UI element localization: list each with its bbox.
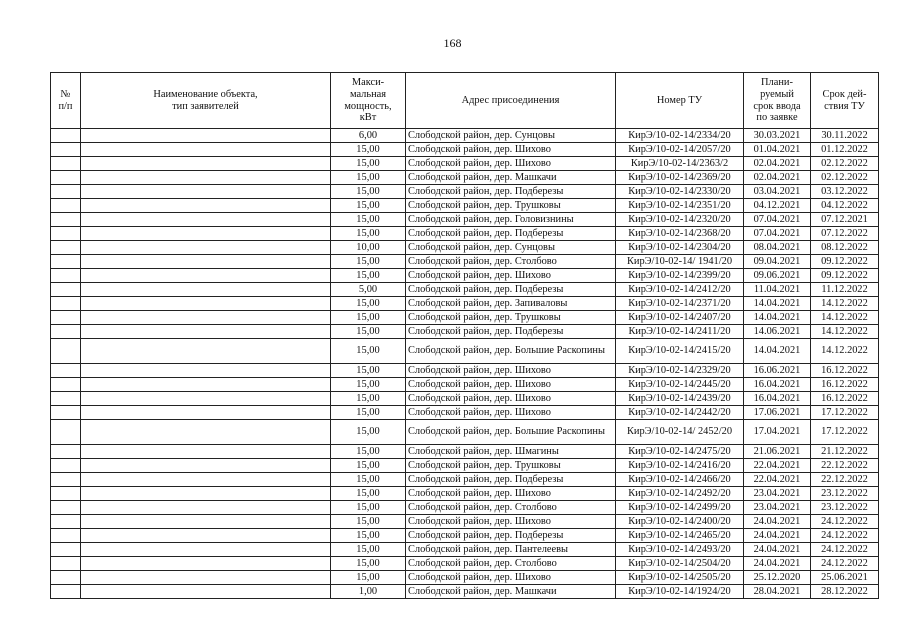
tu-number-cell: КирЭ/10-02-14/ 2452/20 [616, 420, 744, 445]
capacity-cell: 15,00 [331, 571, 406, 585]
row-number-cell [51, 585, 81, 599]
planned-date-cell: 21.06.2021 [744, 445, 811, 459]
tu-number-cell: КирЭ/10-02-14/2415/20 [616, 339, 744, 364]
table-row [51, 339, 879, 364]
tu-number-cell: КирЭ/10-02-14/2329/20 [616, 364, 744, 378]
object-name-cell [81, 487, 331, 501]
address-cell: Слободской район, дер. Шихово [406, 378, 616, 392]
address-cell: Слободской район, дер. Головизнины [406, 213, 616, 227]
table-row [51, 311, 879, 325]
row-number-cell [51, 297, 81, 311]
planned-date-cell: 07.04.2021 [744, 227, 811, 241]
object-name-cell [81, 501, 331, 515]
table-row [51, 325, 879, 339]
tu-number-cell: КирЭ/10-02-14/2493/20 [616, 543, 744, 557]
planned-date-cell: 17.06.2021 [744, 406, 811, 420]
tu-number-cell: КирЭ/10-02-14/2439/20 [616, 392, 744, 406]
validity-date-cell: 07.12.2021 [811, 213, 879, 227]
object-name-cell [81, 392, 331, 406]
address-cell: Слободской район, дер. Шихово [406, 487, 616, 501]
row-number-cell [51, 459, 81, 473]
address-cell: Слободской район, дер. Столбово [406, 255, 616, 269]
validity-date-cell: 02.12.2022 [811, 171, 879, 185]
planned-date-cell: 25.12.2020 [744, 571, 811, 585]
address-cell: Слободской район, дер. Шихово [406, 571, 616, 585]
address-cell: Слободской район, дер. Сунцовы [406, 241, 616, 255]
row-number-cell [51, 392, 81, 406]
address-cell: Слободской район, дер. Подберезы [406, 185, 616, 199]
row-number-cell [51, 571, 81, 585]
capacity-cell: 15,00 [331, 501, 406, 515]
tu-number-cell: КирЭ/10-02-14/2334/20 [616, 129, 744, 143]
planned-date-cell: 01.04.2021 [744, 143, 811, 157]
row-number-cell [51, 406, 81, 420]
planned-date-cell: 11.04.2021 [744, 283, 811, 297]
connections-table [50, 72, 879, 599]
tu-number-cell: КирЭ/10-02-14/2407/20 [616, 311, 744, 325]
table-row [51, 171, 879, 185]
capacity-cell: 15,00 [331, 297, 406, 311]
row-number-cell [51, 241, 81, 255]
object-name-cell [81, 311, 331, 325]
tu-number-cell: КирЭ/10-02-14/2411/20 [616, 325, 744, 339]
capacity-cell: 15,00 [331, 364, 406, 378]
row-number-cell [51, 227, 81, 241]
table-row [51, 199, 879, 213]
validity-date-cell: 16.12.2022 [811, 392, 879, 406]
address-cell: Слободской район, дер. Шмагины [406, 445, 616, 459]
validity-date-cell: 14.12.2022 [811, 339, 879, 364]
capacity-cell: 6,00 [331, 129, 406, 143]
tu-number-cell: КирЭ/10-02-14/2057/20 [616, 143, 744, 157]
table-row [51, 571, 879, 585]
header-validity: Срок дей- ствия ТУ [811, 73, 879, 129]
tu-number-cell: КирЭ/10-02-14/2330/20 [616, 185, 744, 199]
row-number-cell [51, 515, 81, 529]
capacity-cell: 15,00 [331, 185, 406, 199]
object-name-cell [81, 255, 331, 269]
row-number-cell [51, 339, 81, 364]
row-number-cell [51, 420, 81, 445]
address-cell: Слободской район, дер. Шихово [406, 515, 616, 529]
planned-date-cell: 17.04.2021 [744, 420, 811, 445]
table-row [51, 143, 879, 157]
object-name-cell [81, 459, 331, 473]
validity-date-cell: 24.12.2022 [811, 543, 879, 557]
tu-number-cell: КирЭ/10-02-14/2466/20 [616, 473, 744, 487]
address-cell: Слободской район, дер. Подберезы [406, 283, 616, 297]
planned-date-cell: 22.04.2021 [744, 459, 811, 473]
capacity-cell: 15,00 [331, 392, 406, 406]
validity-date-cell: 16.12.2022 [811, 364, 879, 378]
row-number-cell [51, 185, 81, 199]
validity-date-cell: 24.12.2022 [811, 529, 879, 543]
row-number-cell [51, 445, 81, 459]
table-row [51, 255, 879, 269]
object-name-cell [81, 241, 331, 255]
capacity-cell: 15,00 [331, 311, 406, 325]
tu-number-cell: КирЭ/10-02-14/ 1941/20 [616, 255, 744, 269]
planned-date-cell: 02.04.2021 [744, 157, 811, 171]
tu-number-cell: КирЭ/10-02-14/2399/20 [616, 269, 744, 283]
row-number-cell [51, 487, 81, 501]
table-row [51, 557, 879, 571]
capacity-cell: 15,00 [331, 213, 406, 227]
planned-date-cell: 14.04.2021 [744, 297, 811, 311]
table-row [51, 501, 879, 515]
planned-date-cell: 14.04.2021 [744, 339, 811, 364]
tu-number-cell: КирЭ/10-02-14/2442/20 [616, 406, 744, 420]
validity-date-cell: 14.12.2022 [811, 297, 879, 311]
header-address: Адрес присоединения [406, 73, 616, 129]
object-name-cell [81, 171, 331, 185]
table-row [51, 364, 879, 378]
table-row [51, 445, 879, 459]
validity-date-cell: 25.06.2021 [811, 571, 879, 585]
planned-date-cell: 07.04.2021 [744, 213, 811, 227]
address-cell: Слободской район, дер. Подберезы [406, 473, 616, 487]
row-number-cell [51, 171, 81, 185]
validity-date-cell: 24.12.2022 [811, 515, 879, 529]
validity-date-cell: 14.12.2022 [811, 311, 879, 325]
address-cell: Слободской район, дер. Машкачи [406, 585, 616, 599]
object-name-cell [81, 129, 331, 143]
table-row [51, 459, 879, 473]
row-number-cell [51, 325, 81, 339]
object-name-cell [81, 445, 331, 459]
planned-date-cell: 24.04.2021 [744, 529, 811, 543]
table-row [51, 297, 879, 311]
capacity-cell: 15,00 [331, 487, 406, 501]
object-name-cell [81, 157, 331, 171]
row-number-cell [51, 283, 81, 297]
tu-number-cell: КирЭ/10-02-14/2475/20 [616, 445, 744, 459]
planned-date-cell: 08.04.2021 [744, 241, 811, 255]
planned-date-cell: 16.04.2021 [744, 378, 811, 392]
planned-date-cell: 14.04.2021 [744, 311, 811, 325]
capacity-cell: 10,00 [331, 241, 406, 255]
capacity-cell: 5,00 [331, 283, 406, 297]
row-number-cell [51, 378, 81, 392]
capacity-cell: 15,00 [331, 325, 406, 339]
object-name-cell [81, 325, 331, 339]
planned-date-cell: 24.04.2021 [744, 557, 811, 571]
object-name-cell [81, 199, 331, 213]
address-cell: Слободской район, дер. Шихово [406, 406, 616, 420]
table-row [51, 283, 879, 297]
row-number-cell [51, 473, 81, 487]
table-row [51, 185, 879, 199]
tu-number-cell: КирЭ/10-02-14/2445/20 [616, 378, 744, 392]
validity-date-cell: 23.12.2022 [811, 487, 879, 501]
validity-date-cell: 09.12.2022 [811, 269, 879, 283]
object-name-cell [81, 543, 331, 557]
validity-date-cell: 14.12.2022 [811, 325, 879, 339]
row-number-cell [51, 129, 81, 143]
address-cell: Слободской район, дер. Большие Раскопины [406, 339, 616, 364]
object-name-cell [81, 529, 331, 543]
table-row [51, 227, 879, 241]
planned-date-cell: 22.04.2021 [744, 473, 811, 487]
validity-date-cell: 01.12.2022 [811, 143, 879, 157]
validity-date-cell: 17.12.2022 [811, 406, 879, 420]
address-cell: Слободской район, дер. Большие Раскопины [406, 420, 616, 445]
header-capacity: Макси- мальная мощность, кВт [331, 73, 406, 129]
tu-number-cell: КирЭ/10-02-14/2465/20 [616, 529, 744, 543]
object-name-cell [81, 185, 331, 199]
object-name-cell [81, 283, 331, 297]
tu-number-cell: КирЭ/10-02-14/1924/20 [616, 585, 744, 599]
capacity-cell: 15,00 [331, 445, 406, 459]
capacity-cell: 15,00 [331, 227, 406, 241]
object-name-cell [81, 297, 331, 311]
planned-date-cell: 04.12.2021 [744, 199, 811, 213]
object-name-cell [81, 571, 331, 585]
tu-number-cell: КирЭ/10-02-14/2504/20 [616, 557, 744, 571]
row-number-cell [51, 557, 81, 571]
table-row [51, 241, 879, 255]
table-row [51, 129, 879, 143]
planned-date-cell: 23.04.2021 [744, 487, 811, 501]
validity-date-cell: 30.11.2022 [811, 129, 879, 143]
object-name-cell [81, 557, 331, 571]
address-cell: Слободской район, дер. Трушковы [406, 199, 616, 213]
capacity-cell: 15,00 [331, 420, 406, 445]
validity-date-cell: 11.12.2022 [811, 283, 879, 297]
object-name-cell [81, 406, 331, 420]
tu-number-cell: КирЭ/10-02-14/2369/20 [616, 171, 744, 185]
validity-date-cell: 23.12.2022 [811, 501, 879, 515]
address-cell: Слободской район, дер. Подберезы [406, 227, 616, 241]
planned-date-cell: 16.04.2021 [744, 392, 811, 406]
capacity-cell: 15,00 [331, 529, 406, 543]
capacity-cell: 15,00 [331, 473, 406, 487]
object-name-cell [81, 515, 331, 529]
planned-date-cell: 09.04.2021 [744, 255, 811, 269]
row-number-cell [51, 364, 81, 378]
address-cell: Слободской район, дер. Запиваловы [406, 297, 616, 311]
planned-date-cell: 16.06.2021 [744, 364, 811, 378]
tu-number-cell: КирЭ/10-02-14/2400/20 [616, 515, 744, 529]
header-object-name: Наименование объекта, тип заявителей [81, 73, 331, 129]
table-row [51, 157, 879, 171]
capacity-cell: 15,00 [331, 339, 406, 364]
tu-number-cell: КирЭ/10-02-14/2371/20 [616, 297, 744, 311]
planned-date-cell: 14.06.2021 [744, 325, 811, 339]
object-name-cell [81, 269, 331, 283]
planned-date-cell: 03.04.2021 [744, 185, 811, 199]
capacity-cell: 15,00 [331, 515, 406, 529]
address-cell: Слободской район, дер. Сунцовы [406, 129, 616, 143]
address-cell: Слободской район, дер. Шихово [406, 157, 616, 171]
address-cell: Слободской район, дер. Шихово [406, 269, 616, 283]
header-tu-number: Номер ТУ [616, 73, 744, 129]
object-name-cell [81, 585, 331, 599]
header-planned-date: Плани- руемый срок ввода по заявке [744, 73, 811, 129]
object-name-cell [81, 227, 331, 241]
table-row [51, 487, 879, 501]
planned-date-cell: 09.06.2021 [744, 269, 811, 283]
validity-date-cell: 24.12.2022 [811, 557, 879, 571]
table-row [51, 529, 879, 543]
table-row [51, 406, 879, 420]
validity-date-cell: 09.12.2022 [811, 255, 879, 269]
table-row [51, 473, 879, 487]
row-number-cell [51, 255, 81, 269]
tu-number-cell: КирЭ/10-02-14/2320/20 [616, 213, 744, 227]
planned-date-cell: 28.04.2021 [744, 585, 811, 599]
validity-date-cell: 08.12.2022 [811, 241, 879, 255]
address-cell: Слободской район, дер. Шихово [406, 143, 616, 157]
address-cell: Слободской район, дер. Машкачи [406, 171, 616, 185]
capacity-cell: 15,00 [331, 557, 406, 571]
planned-date-cell: 23.04.2021 [744, 501, 811, 515]
row-number-cell [51, 269, 81, 283]
object-name-cell [81, 364, 331, 378]
capacity-cell: 15,00 [331, 255, 406, 269]
planned-date-cell: 24.04.2021 [744, 515, 811, 529]
capacity-cell: 15,00 [331, 199, 406, 213]
object-name-cell [81, 420, 331, 445]
table-row [51, 378, 879, 392]
validity-date-cell: 22.12.2022 [811, 459, 879, 473]
address-cell: Слободской район, дер. Столбово [406, 501, 616, 515]
capacity-cell: 15,00 [331, 459, 406, 473]
capacity-cell: 15,00 [331, 171, 406, 185]
table-row [51, 392, 879, 406]
validity-date-cell: 16.12.2022 [811, 378, 879, 392]
planned-date-cell: 30.03.2021 [744, 129, 811, 143]
row-number-cell [51, 501, 81, 515]
table-row [51, 585, 879, 599]
capacity-cell: 15,00 [331, 378, 406, 392]
row-number-cell [51, 543, 81, 557]
table-body [51, 129, 879, 599]
validity-date-cell: 02.12.2022 [811, 157, 879, 171]
capacity-cell: 1,00 [331, 585, 406, 599]
object-name-cell [81, 378, 331, 392]
capacity-cell: 15,00 [331, 543, 406, 557]
address-cell: Слободской район, дер. Трушковы [406, 311, 616, 325]
page-number: 168 [443, 36, 462, 50]
validity-date-cell: 17.12.2022 [811, 420, 879, 445]
tu-number-cell: КирЭ/10-02-14/2368/20 [616, 227, 744, 241]
tu-number-cell: КирЭ/10-02-14/2412/20 [616, 283, 744, 297]
table-row [51, 543, 879, 557]
row-number-cell [51, 311, 81, 325]
row-number-cell [51, 213, 81, 227]
object-name-cell [81, 473, 331, 487]
validity-date-cell: 07.12.2022 [811, 227, 879, 241]
row-number-cell [51, 529, 81, 543]
address-cell: Слободской район, дер. Шихово [406, 392, 616, 406]
validity-date-cell: 21.12.2022 [811, 445, 879, 459]
address-cell: Слободской район, дер. Пантелеевы [406, 543, 616, 557]
tu-number-cell: КирЭ/10-02-14/2304/20 [616, 241, 744, 255]
table-row [51, 269, 879, 283]
table-header-row [51, 73, 879, 129]
tu-number-cell: КирЭ/10-02-14/2363/2 [616, 157, 744, 171]
object-name-cell [81, 339, 331, 364]
row-number-cell [51, 157, 81, 171]
planned-date-cell: 24.04.2021 [744, 543, 811, 557]
tu-number-cell: КирЭ/10-02-14/2499/20 [616, 501, 744, 515]
validity-date-cell: 04.12.2022 [811, 199, 879, 213]
validity-date-cell: 03.12.2022 [811, 185, 879, 199]
address-cell: Слободской район, дер. Подберезы [406, 529, 616, 543]
table-row [51, 515, 879, 529]
tu-number-cell: КирЭ/10-02-14/2505/20 [616, 571, 744, 585]
object-name-cell [81, 143, 331, 157]
row-number-cell [51, 143, 81, 157]
address-cell: Слободской район, дер. Подберезы [406, 325, 616, 339]
address-cell: Слободской район, дер. Трушковы [406, 459, 616, 473]
planned-date-cell: 02.04.2021 [744, 171, 811, 185]
header-no: № п/п [51, 73, 81, 129]
object-name-cell [81, 213, 331, 227]
tu-number-cell: КирЭ/10-02-14/2416/20 [616, 459, 744, 473]
table-row [51, 213, 879, 227]
row-number-cell [51, 199, 81, 213]
address-cell: Слободской район, дер. Столбово [406, 557, 616, 571]
capacity-cell: 15,00 [331, 143, 406, 157]
tu-number-cell: КирЭ/10-02-14/2492/20 [616, 487, 744, 501]
table-row [51, 420, 879, 445]
capacity-cell: 15,00 [331, 406, 406, 420]
capacity-cell: 15,00 [331, 269, 406, 283]
validity-date-cell: 28.12.2022 [811, 585, 879, 599]
validity-date-cell: 22.12.2022 [811, 473, 879, 487]
capacity-cell: 15,00 [331, 157, 406, 171]
address-cell: Слободской район, дер. Шихово [406, 364, 616, 378]
tu-number-cell: КирЭ/10-02-14/2351/20 [616, 199, 744, 213]
